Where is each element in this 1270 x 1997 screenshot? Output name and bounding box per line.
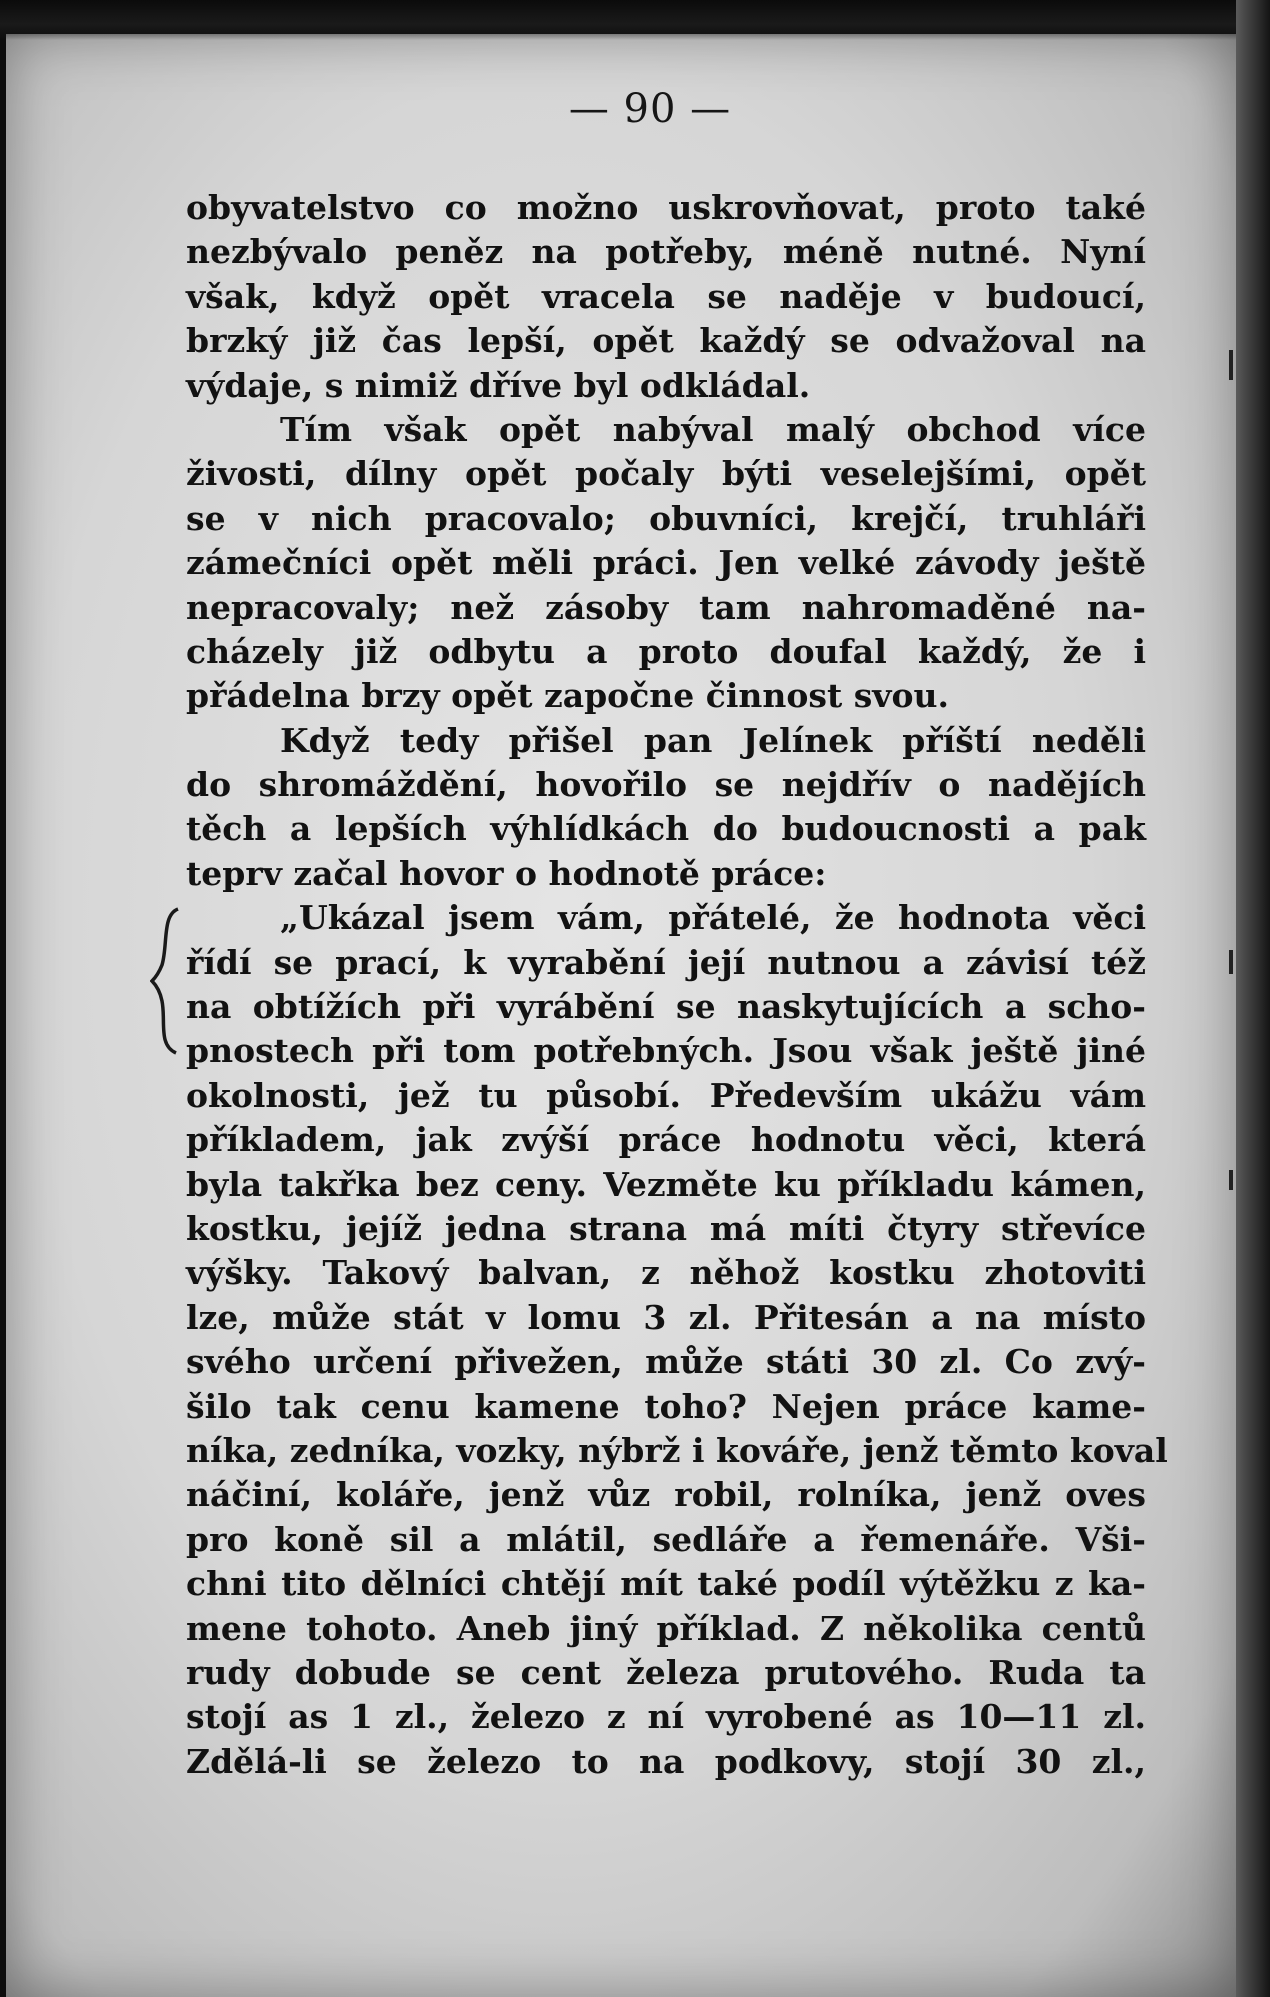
text-line: brzký již čas lepší, opět každý se odvažoval na <box>186 321 1146 361</box>
text-line: šilo tak cenu kamene toho? Nejen práce kame- <box>186 1386 1146 1426</box>
text-line: rudy dobude se cent železa prutového. Ruda ta <box>186 1652 1146 1692</box>
text-line: těch a lepších výhlídkách do budoucnosti a pak <box>186 809 1146 849</box>
margin-brace-mark <box>150 905 184 1055</box>
text-line: zámečníci opět měli práci. Jen velké závody ještě <box>186 543 1146 583</box>
text-line: náčiní, koláře, jenž vůz robil, rolníka, jenž oves <box>186 1475 1146 1515</box>
text-line: okolnosti, jež tu působí. Především ukážu vám <box>186 1075 1146 1115</box>
text-line: výšky. Takový balvan, z něhož kostku zhotoviti <box>186 1253 1146 1293</box>
text-line: Když tedy přišel pan Jelínek příští neděli <box>280 720 1146 760</box>
page-number: — 90 — <box>568 86 732 132</box>
text-line: na obtížích při vyrábění se naskytujících a scho- <box>186 987 1146 1027</box>
text-line: Zdělá-li se železo to na podkovy, stojí 30 zl., <box>186 1741 1146 1781</box>
text-line: lze, může stát v lomu 3 zl. Přitesán a na místo <box>186 1297 1146 1337</box>
text-line: živosti, dílny opět počaly býti veselejšími, opět <box>186 454 1146 494</box>
text-line: byla takřka bez ceny. Vezměte ku příkladu kámen, <box>186 1164 1146 1204</box>
right-edge-shadow <box>1236 0 1270 1997</box>
text-line: mene tohoto. Aneb jiný příklad. Z několika centů <box>186 1608 1146 1648</box>
text-line: kostku, jejíž jedna strana má míti čtyry střevíce <box>186 1208 1146 1248</box>
text-line: cházely již odbytu a proto doufal každý, že i <box>186 631 1146 671</box>
text-line: do shromáždění, hovořilo se nejdřív o nadějích <box>186 765 1146 805</box>
text-line: Tím však opět nabýval malý obchod více <box>280 409 1146 449</box>
text-line: přádelna brzy opět započne činnost svou. <box>186 676 949 716</box>
text-line: svého určení přivežen, může státi 30 zl. Co zvý- <box>186 1342 1146 1382</box>
edge-marks <box>1228 350 1234 1850</box>
text-line: se v nich pracovalo; obuvníci, krejčí, truhláři <box>186 498 1146 538</box>
text-line: níka, zedníka, vozky, nýbrž i kováře, jenž těmto koval <box>186 1430 1168 1470</box>
text-line: obyvatelstvo co možno uskrovňovat, proto také <box>186 188 1146 227</box>
text-line: výdaje, s nimiž dříve byl odkládal. <box>186 365 811 405</box>
text-line: „Ukázal jsem vám, přátelé, že hodnota věci <box>280 898 1146 938</box>
text-line: řídí se prací, k vyrabění její nutnou a závisí též <box>186 942 1146 982</box>
text-line: teprv začal hovor o hodnotě práce: <box>186 853 827 893</box>
text-line: pro koně sil a mlátil, sedláře a řemenáře. Vši- <box>186 1519 1146 1559</box>
body-text <box>186 186 1168 1784</box>
text-line: nezbývalo peněz na potřeby, méně nutné. Nyní <box>186 232 1146 272</box>
text-line: chni tito dělníci chtějí mít také podíl výtěžku z ka- <box>186 1564 1146 1604</box>
text-line: však, když opět vracela se naděje v budoucí, <box>186 276 1146 316</box>
text-line: pnostech při tom potřebných. Jsou však ještě jiné <box>186 1031 1146 1071</box>
text-line: nepracovaly; než zásoby tam nahromaděné na- <box>186 587 1146 627</box>
text-line: stojí as 1 zl., železo z ní vyrobené as 10—11 zl. <box>186 1697 1146 1737</box>
top-edge-shadow <box>0 0 1270 40</box>
text-line: příkladem, jak zvýší práce hodnotu věci, která <box>186 1120 1146 1160</box>
